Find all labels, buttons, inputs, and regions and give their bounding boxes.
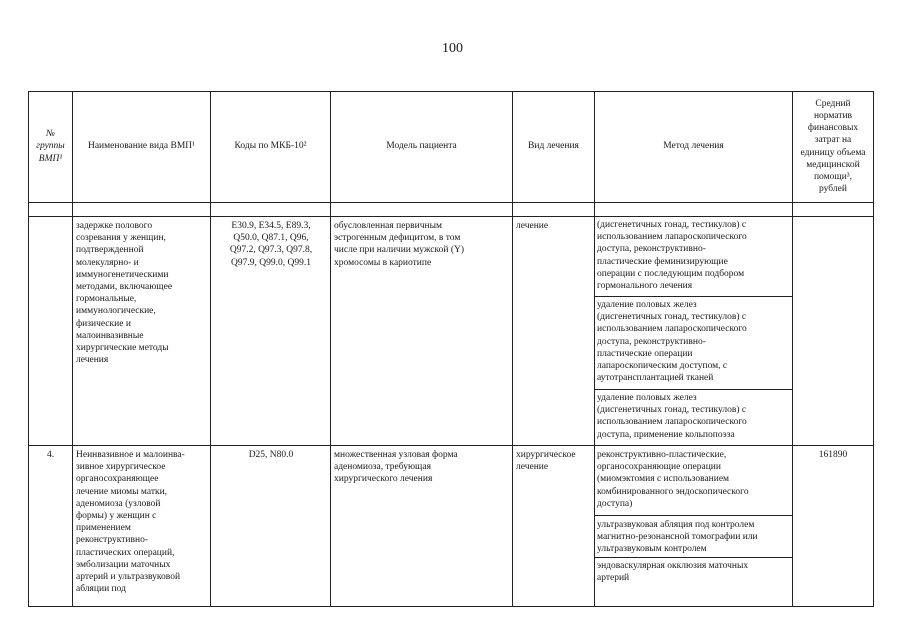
table-border-right: [873, 91, 874, 607]
method-divider: [594, 557, 792, 558]
patient-model: множественная узловая форма аденомиоза, требующая хирургического лечения: [334, 450, 458, 485]
group-number: 4.: [46, 450, 55, 460]
treatment-method: реконструктивно-пластические, органосохраняющие операции (миомэктомия с использованием комбинированного эндоскопического доступа): [597, 450, 749, 509]
patient-model: обусловленная первичным эстрогенным дефицитом, в том числе при наличии мужской (Y) хромосомы в кариотипе: [334, 221, 465, 268]
medical-care-table: [28, 91, 874, 607]
header-divider: [28, 202, 874, 203]
treatment-type: хирургическое лечение: [516, 450, 576, 473]
treatment-method: ультразвуковая абляция под контролем магнитно-резонансной томографии или ультразвуковым контролем: [597, 520, 758, 555]
method-divider: [594, 296, 792, 297]
treatment-type: лечение: [516, 221, 549, 231]
header-group-number: № группы ВМП¹: [36, 129, 65, 164]
header-care-type: Наименование вида ВМП¹: [87, 141, 196, 152]
table-border-bottom: [28, 606, 874, 607]
treatment-method: (дисгенетичных гонад, тестикулов) с использованием лапароскопического доступа, реконструктивно- пластические феминизирующие операции с последующим подбором гормонального лечения: [597, 220, 747, 292]
method-divider: [594, 389, 792, 390]
icd-codes: D25, N80.0: [248, 450, 294, 460]
header-patient-model: Модель пациента: [386, 141, 457, 152]
treatment-method: удаление половых желез (дисгенетичных гонад, тестикулов) с использованием лапароскопического доступа, применение кольпопоэза: [597, 393, 747, 440]
care-type-name: задержке полового созревания у женщин, подтвержденной молекулярно- и иммуногенетическими методами, включающее гормональные, иммунологические, физические и малоинвазивные хирургические методы лечения: [76, 221, 173, 366]
page-number: 100: [442, 41, 463, 56]
header-average-cost: Средний норматив финансовых затрат на единицу объема медицинской помощи³, рублей: [800, 98, 866, 195]
care-type-name: Неинвазивное и малоинва- зивное хирургическое органосохраняющее лечение миомы матки, аденомиоза (узловой формы) у женщин с применением реконструктивно- пластических операций, эмболизации маточных артерий и ультразвуковой абляции под: [76, 450, 185, 595]
row-divider: [28, 445, 874, 446]
treatment-method: эндоваскулярная окклюзия маточных артерий: [597, 561, 749, 584]
header-treatment-method: Метод лечения: [663, 141, 724, 152]
treatment-method: удаление половых желез (дисгенетичных гонад, тестикулов) с использованием лапароскопического доступа, реконструктивно- пластические операции лапароскопическим доступом, с аутотрансплантацией тканей: [597, 300, 747, 384]
method-divider: [594, 515, 792, 516]
row-divider: [28, 216, 874, 217]
header-icd-codes: Коды по МКБ-10²: [234, 141, 307, 152]
icd-codes: E30.9, E34.5, E89.3, Q50.0, Q87.1, Q96, Q97.2, Q97.3, Q97.8, Q97.9, Q99.0, Q99.1: [229, 221, 313, 268]
header-treatment-type: Вид лечения: [528, 141, 579, 152]
average-cost: 161890: [818, 450, 848, 460]
